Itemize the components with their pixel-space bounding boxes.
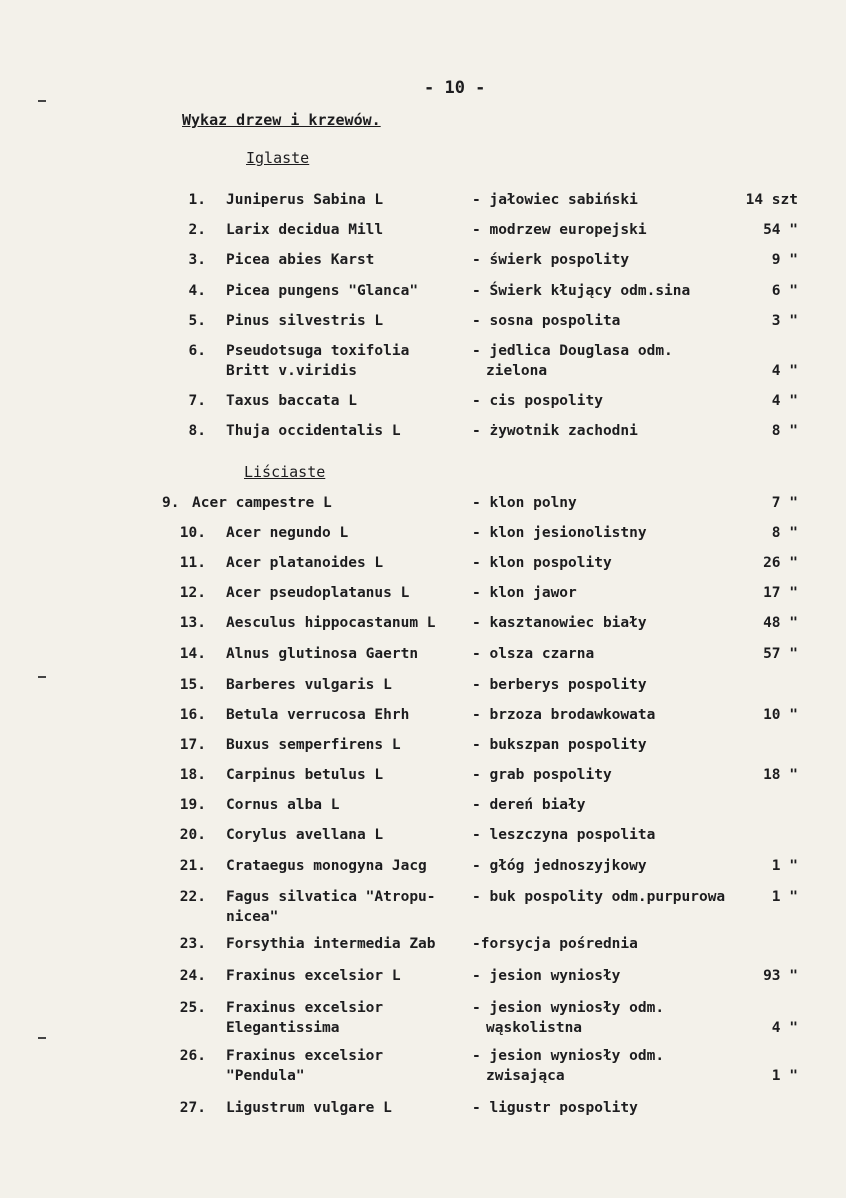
list-item [0, 767, 846, 791]
quantity: 1 " [771, 889, 798, 905]
item-number: 12. [179, 585, 206, 601]
section-heading-conifers: Iglaste [246, 149, 310, 167]
list-item [0, 968, 846, 992]
latin-name: Picea pungens "Glanca" [226, 283, 419, 299]
quantity: 18 " [763, 767, 798, 783]
item-number: 20. [179, 827, 206, 843]
item-number: 14. [179, 646, 206, 662]
polish-name: - jesion wyniosły [472, 968, 621, 984]
quantity: 7 " [771, 495, 798, 511]
polish-name: - brzoza brodawkowata [472, 707, 656, 723]
latin-name: Aesculus hippocastanum L [226, 615, 436, 631]
item-number: 24. [179, 968, 206, 984]
quantity: 4 " [771, 1020, 798, 1036]
latin-name-continued: Elegantissima [226, 1020, 340, 1036]
latin-name: Acer pseudoplatanus L [226, 585, 410, 601]
polish-name: - berberys pospolity [472, 677, 647, 693]
item-number: 17. [179, 737, 206, 753]
list-item [0, 677, 846, 701]
item-number: 19. [179, 797, 206, 813]
polish-name: - leszczyna pospolita [472, 827, 656, 843]
list-item [0, 615, 846, 639]
polish-name: - klon jesionolistny [472, 525, 647, 541]
margin-mark [38, 1037, 46, 1039]
latin-name: Larix decidua Mill [226, 222, 384, 238]
quantity: 4 " [771, 393, 798, 409]
item-number: 22. [179, 889, 206, 905]
polish-name: - bukszpan pospolity [472, 737, 647, 753]
list-item [0, 252, 846, 276]
polish-name: - żywotnik zachodni [472, 423, 638, 439]
latin-name: Juniperus Sabina L [226, 192, 384, 208]
item-number: 21. [179, 858, 206, 874]
latin-name: Acer negundo L [226, 525, 349, 541]
quantity: 17 " [763, 585, 798, 601]
list-item [0, 936, 846, 960]
item-number: 18. [179, 767, 206, 783]
quantity: 3 " [771, 313, 798, 329]
polish-name-continued: zielona [486, 363, 548, 379]
latin-name: Carpinus betulus L [226, 767, 384, 783]
margin-mark [38, 676, 46, 678]
polish-name: - kasztanowiec biały [472, 615, 647, 631]
quantity: 8 " [771, 423, 798, 439]
item-number: 8. [188, 423, 206, 439]
latin-name: Ligustrum vulgare L [226, 1100, 392, 1116]
quantity: 6 " [771, 283, 798, 299]
item-number: 11. [179, 555, 206, 571]
latin-name: Fraxinus excelsior Elegantissima [226, 1000, 384, 1036]
list-item [0, 858, 846, 882]
polish-name: - głóg jednoszyjkowy [472, 858, 647, 874]
quantity: 1 " [771, 1068, 798, 1084]
item-number: 16. [179, 707, 206, 723]
polish-name: - modrzew europejski [472, 222, 647, 238]
page-number: - 10 - [424, 78, 486, 98]
polish-name: - jesion wyniosły odm. wąskolistna [472, 1000, 665, 1036]
list-item [0, 585, 846, 609]
item-number: 13. [179, 615, 206, 631]
list-item [0, 1048, 846, 1084]
polish-name: - jałowiec sabiński [472, 192, 638, 208]
polish-name: -forsycja pośrednia [472, 936, 638, 952]
latin-name: Taxus baccata L [226, 393, 357, 409]
latin-name: Forsythia intermedia Zab [226, 936, 436, 952]
list-item [0, 707, 846, 731]
list-item [0, 313, 846, 337]
quantity: 10 " [763, 707, 798, 723]
quantity: 26 " [763, 555, 798, 571]
quantity: 14 szt [745, 192, 798, 208]
polish-name: - ligustr pospolity [472, 1100, 638, 1116]
polish-name-continued: wąskolistna [486, 1020, 583, 1036]
latin-name: Corylus avellana L [226, 827, 384, 843]
item-number: 4. [188, 283, 206, 299]
item-number: 25. [179, 1000, 206, 1016]
polish-name: - klon pospolity [472, 555, 612, 571]
latin-name: Pinus silvestris L [226, 313, 384, 329]
list-item [0, 393, 846, 417]
list-item [0, 555, 846, 579]
polish-name: - dereń biały [472, 797, 586, 813]
latin-name: Fraxinus excelsior L [226, 968, 401, 984]
polish-name-continued: zwisająca [486, 1068, 565, 1084]
quantity: 57 " [763, 646, 798, 662]
item-number: 2. [188, 222, 206, 238]
latin-name: Barberes vulgaris L [226, 677, 392, 693]
item-number: 1. [188, 192, 206, 208]
list-item [0, 797, 846, 821]
latin-name: Cornus alba L [226, 797, 340, 813]
quantity: 48 " [763, 615, 798, 631]
quantity: 54 " [763, 222, 798, 238]
list-item [0, 1100, 846, 1124]
item-number: 23. [179, 936, 206, 952]
latin-name-continued: nicea" [226, 909, 279, 925]
quantity: 1 " [771, 858, 798, 874]
quantity: 9 " [771, 252, 798, 268]
margin-mark [38, 100, 46, 102]
item-number: 5. [188, 313, 206, 329]
latin-name: Betula verrucosa Ehrh [226, 707, 410, 723]
polish-name: - sosna pospolita [472, 313, 621, 329]
latin-name: Fraxinus excelsior "Pendula" [226, 1048, 384, 1084]
polish-name: - klon jawor [472, 585, 577, 601]
polish-name: - klon polny [472, 495, 577, 511]
item-number: 27. [179, 1100, 206, 1116]
quantity: 93 " [763, 968, 798, 984]
list-item [0, 1000, 846, 1036]
item-number: 3. [188, 252, 206, 268]
item-number: 15. [179, 677, 206, 693]
item-number: 10. [179, 525, 206, 541]
list-item [0, 283, 846, 307]
latin-name: Alnus glutinosa Gaertn [226, 646, 419, 662]
latin-name: Acer platanoides L [226, 555, 384, 571]
polish-name: - grab pospolity [472, 767, 612, 783]
list-item [0, 192, 846, 216]
polish-name: - Świerk kłujący odm.sina [472, 283, 691, 299]
item-number: 26. [179, 1048, 206, 1064]
latin-name: Acer campestre L [192, 495, 332, 511]
list-item [0, 495, 846, 519]
polish-name: - jedlica Douglasa odm. zielona [472, 343, 673, 379]
polish-name: - świerk pospolity [472, 252, 630, 268]
item-number: 9. [162, 495, 180, 511]
list-item [0, 423, 846, 447]
polish-name: - jesion wyniosły odm. zwisająca [472, 1048, 665, 1084]
latin-name: Pseudotsuga toxifolia Britt v.viridis [226, 343, 410, 379]
latin-name: Thuja occidentalis L [226, 423, 401, 439]
latin-name-continued: "Pendula" [226, 1068, 305, 1084]
list-item [0, 343, 846, 379]
section-heading-deciduous: Liściaste [244, 463, 326, 481]
document-title: Wykaz drzew i krzewów. [182, 111, 381, 129]
list-item [0, 525, 846, 549]
latin-name: Picea abies Karst [226, 252, 375, 268]
list-item [0, 889, 846, 925]
latin-name: Fagus silvatica "Atropu- nicea" [226, 889, 436, 925]
list-item [0, 646, 846, 670]
polish-name: - olsza czarna [472, 646, 595, 662]
polish-name: - buk pospolity odm.purpurowa [472, 889, 726, 905]
quantity: 4 " [771, 363, 798, 379]
list-item [0, 737, 846, 761]
latin-name: Buxus semperfirens L [226, 737, 401, 753]
latin-name: Crataegus monogyna Jacg [226, 858, 427, 874]
list-item [0, 827, 846, 851]
item-number: 6. [188, 343, 206, 359]
list-item [0, 222, 846, 246]
latin-name-continued: Britt v.viridis [226, 363, 357, 379]
quantity: 8 " [771, 525, 798, 541]
polish-name: - cis pospolity [472, 393, 603, 409]
item-number: 7. [188, 393, 206, 409]
